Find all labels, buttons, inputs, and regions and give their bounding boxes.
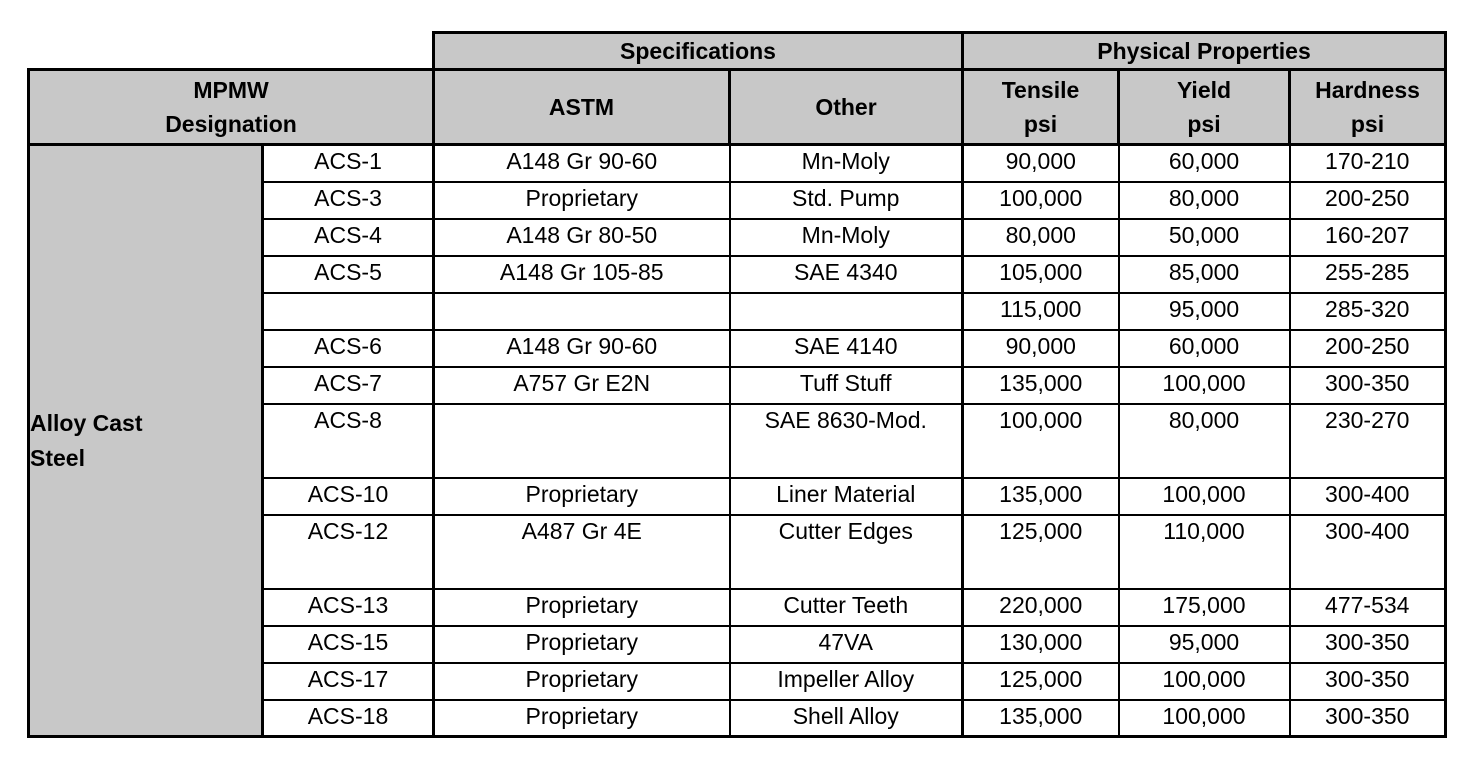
cell-astm: A148 Gr 80-50 xyxy=(434,219,730,256)
cell-other: SAE 8630-Mod. xyxy=(730,404,963,478)
cell-hardness: 255-285 xyxy=(1290,256,1446,293)
cell-astm: A148 Gr 90-60 xyxy=(434,145,730,182)
cell-other: Cutter Edges xyxy=(730,515,963,589)
cell-hardness: 200-250 xyxy=(1290,330,1446,367)
cell-hardness: 300-350 xyxy=(1290,663,1446,700)
cell-tensile: 90,000 xyxy=(963,330,1119,367)
cell-tensile: 80,000 xyxy=(963,219,1119,256)
cell-tensile: 90,000 xyxy=(963,145,1119,182)
cell-yield: 80,000 xyxy=(1119,404,1290,478)
header-yield-psi xyxy=(1119,70,1290,145)
cell-hardness: 300-350 xyxy=(1290,700,1446,737)
cell-hardness: 300-350 xyxy=(1290,367,1446,404)
header-yield-label: Yield xyxy=(1176,77,1232,103)
cell-yield: 80,000 xyxy=(1119,182,1290,219)
cell-designation xyxy=(263,293,434,330)
cell-designation: ACS-15 xyxy=(263,626,434,663)
cell-hardness: 300-400 xyxy=(1290,478,1446,515)
cell-astm: Proprietary xyxy=(434,589,730,626)
cell-tensile: 125,000 xyxy=(963,663,1119,700)
cell-tensile: 135,000 xyxy=(963,478,1119,515)
header-tensile-psi xyxy=(963,70,1119,145)
cell-designation: ACS-6 xyxy=(263,330,434,367)
cell-yield: 100,000 xyxy=(1119,700,1290,737)
cell-astm xyxy=(434,293,730,330)
header-hardness-unit: psi xyxy=(1350,111,1385,137)
cell-other: SAE 4140 xyxy=(730,330,963,367)
cell-tensile: 105,000 xyxy=(963,256,1119,293)
header-row-groups xyxy=(29,33,1446,70)
header-tensile-label: Tensile xyxy=(1001,77,1080,103)
cell-tensile: 100,000 xyxy=(963,182,1119,219)
cell-other: Liner Material xyxy=(730,478,963,515)
cell-astm: Proprietary xyxy=(434,182,730,219)
cell-designation: ACS-1 xyxy=(263,145,434,182)
cell-astm: Proprietary xyxy=(434,478,730,515)
cell-astm: Proprietary xyxy=(434,663,730,700)
cell-other: 47VA xyxy=(730,626,963,663)
cell-hardness: 300-400 xyxy=(1290,515,1446,589)
cell-yield: 50,000 xyxy=(1119,219,1290,256)
cell-designation: ACS-5 xyxy=(263,256,434,293)
header-hardness-psi xyxy=(1290,70,1446,145)
cell-other: Shell Alloy xyxy=(730,700,963,737)
cell-designation: ACS-7 xyxy=(263,367,434,404)
group-label-alloy-cast-steel xyxy=(29,145,263,737)
header-specifications: Specifications xyxy=(434,33,963,70)
cell-yield: 95,000 xyxy=(1119,626,1290,663)
header-yield-unit: psi xyxy=(1187,111,1221,137)
alloy-cast-steel-spec-table xyxy=(27,31,1447,738)
header-mpmw-label: MPMW xyxy=(193,77,269,103)
cell-other: Tuff Stuff xyxy=(730,367,963,404)
cell-designation: ACS-10 xyxy=(263,478,434,515)
cell-designation: ACS-4 xyxy=(263,219,434,256)
cell-yield: 110,000 xyxy=(1119,515,1290,589)
cell-hardness: 170-210 xyxy=(1290,145,1446,182)
cell-astm: A757 Gr E2N xyxy=(434,367,730,404)
header-designation-label: Designation xyxy=(165,111,297,137)
cell-other: Mn-Moly xyxy=(730,219,963,256)
cell-tensile: 135,000 xyxy=(963,700,1119,737)
header-hardness-label: Hardness xyxy=(1315,77,1420,103)
cell-other xyxy=(730,293,963,330)
cell-hardness: 285-320 xyxy=(1290,293,1446,330)
cell-tensile: 220,000 xyxy=(963,589,1119,626)
cell-astm: Proprietary xyxy=(434,700,730,737)
header-physical-properties: Physical Properties xyxy=(963,33,1446,70)
group-label-line2: Steel xyxy=(30,444,85,471)
cell-other: Mn-Moly xyxy=(730,145,963,182)
cell-other: Std. Pump xyxy=(730,182,963,219)
cell-designation: ACS-12 xyxy=(263,515,434,589)
cell-tensile: 135,000 xyxy=(963,367,1119,404)
cell-astm xyxy=(434,404,730,478)
cell-tensile: 115,000 xyxy=(963,293,1119,330)
cell-designation: ACS-13 xyxy=(263,589,434,626)
cell-hardness: 230-270 xyxy=(1290,404,1446,478)
cell-designation: ACS-17 xyxy=(263,663,434,700)
table-row xyxy=(29,145,1446,182)
cell-hardness: 200-250 xyxy=(1290,182,1446,219)
cell-yield: 175,000 xyxy=(1119,589,1290,626)
cell-tensile: 100,000 xyxy=(963,404,1119,478)
cell-designation: ACS-8 xyxy=(263,404,434,478)
cell-yield: 60,000 xyxy=(1119,330,1290,367)
cell-designation: ACS-18 xyxy=(263,700,434,737)
header-tensile-unit: psi xyxy=(1023,111,1058,137)
cell-astm: Proprietary xyxy=(434,626,730,663)
cell-tensile: 125,000 xyxy=(963,515,1119,589)
cell-yield: 100,000 xyxy=(1119,367,1290,404)
cell-yield: 85,000 xyxy=(1119,256,1290,293)
cell-astm: A487 Gr 4E xyxy=(434,515,730,589)
cell-yield: 95,000 xyxy=(1119,293,1290,330)
header-mpmw-designation xyxy=(29,70,434,145)
cell-tensile: 130,000 xyxy=(963,626,1119,663)
header-row-columns xyxy=(29,70,1446,145)
header-blank-corner xyxy=(29,33,434,70)
cell-hardness: 477-534 xyxy=(1290,589,1446,626)
cell-hardness: 300-350 xyxy=(1290,626,1446,663)
cell-designation: ACS-3 xyxy=(263,182,434,219)
cell-yield: 100,000 xyxy=(1119,478,1290,515)
cell-yield: 100,000 xyxy=(1119,663,1290,700)
cell-astm: A148 Gr 90-60 xyxy=(434,330,730,367)
cell-yield: 60,000 xyxy=(1119,145,1290,182)
group-label-line1: Alloy Cast xyxy=(30,409,143,436)
header-astm: ASTM xyxy=(434,70,730,145)
cell-other: SAE 4340 xyxy=(730,256,963,293)
header-other: Other xyxy=(730,70,963,145)
cell-hardness: 160-207 xyxy=(1290,219,1446,256)
cell-other: Impeller Alloy xyxy=(730,663,963,700)
cell-other: Cutter Teeth xyxy=(730,589,963,626)
cell-astm: A148 Gr 105-85 xyxy=(434,256,730,293)
